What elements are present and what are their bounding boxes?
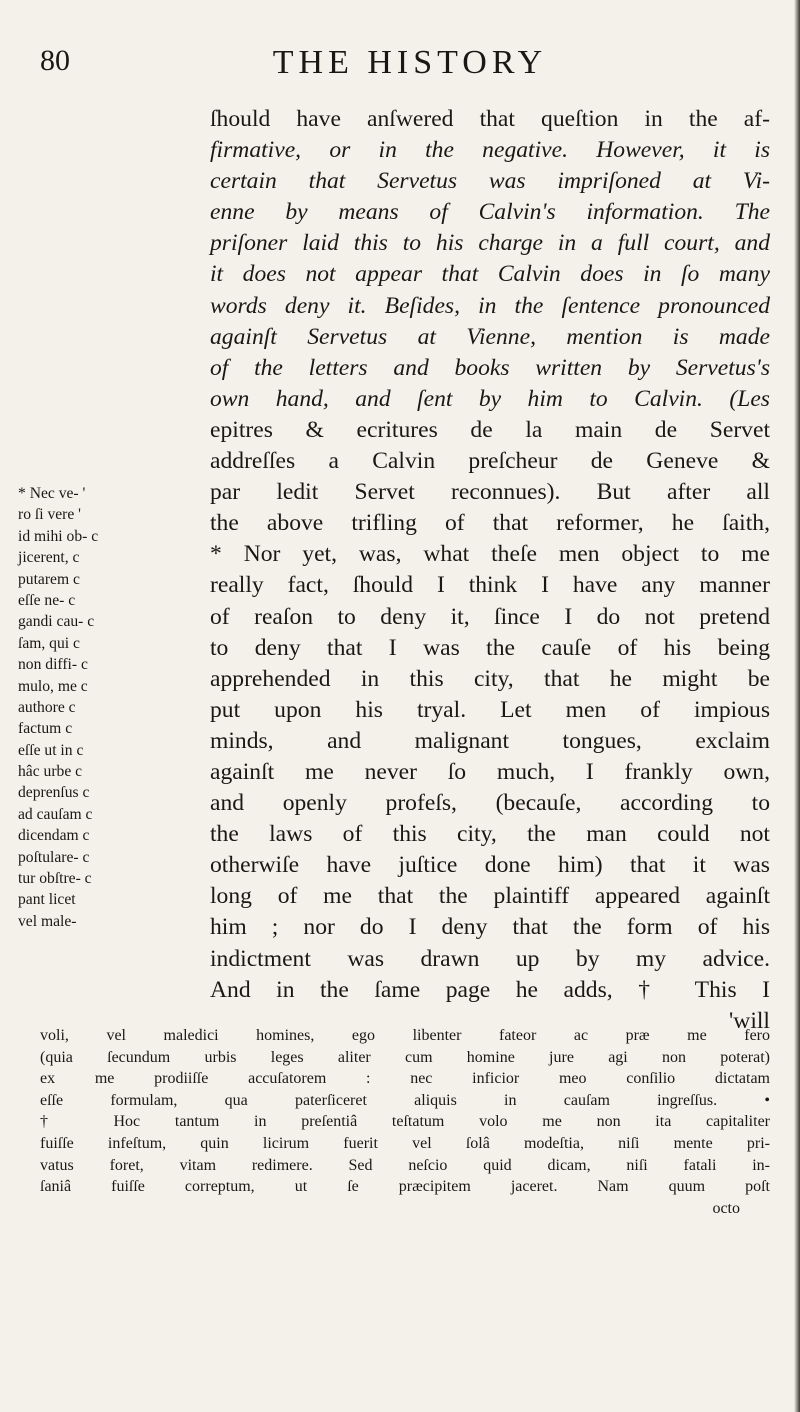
text-line: enne by means of Calvin's information. The: [210, 199, 770, 226]
text-line: * Nor yet, was, what theſe men object to me: [210, 541, 770, 568]
text-line: minds, and malignant tongues, exclaim: [210, 727, 770, 754]
margin-line: tur obſtre- c: [18, 870, 92, 888]
main-text-column: [210, 104, 770, 1037]
text-line: certain that Servetus was impriſoned at Vi-: [210, 168, 770, 195]
text-line: otherwiſe have juſtice done him) that it was: [210, 852, 770, 879]
margin-line: poſtulare- c: [18, 848, 90, 866]
margin-line: gandi cau- c: [18, 613, 95, 631]
footnote-block: [40, 1025, 770, 1219]
text-line: addreſſes a Calvin preſcheur de Geneve &: [210, 448, 770, 475]
text-line: par ledit Servet reconnues). But after all: [210, 479, 770, 506]
margin-line: ſam, qui c: [18, 634, 80, 652]
page-header: [40, 44, 780, 96]
margin-line: hâc urbe c: [18, 763, 83, 781]
catchword: 'will: [729, 1007, 770, 1034]
margin-line: eſſe ne- c: [18, 591, 76, 609]
marginal-note: [18, 483, 190, 932]
margin-line: ro ſi vere ': [18, 506, 81, 524]
margin-line: jicerent, c: [18, 549, 80, 567]
page-edge-shadow: [794, 0, 800, 1412]
footnote-catchword: octo: [712, 1199, 740, 1217]
text-line: long of me that the plaintiff appeared againſt: [210, 883, 770, 910]
margin-line: id mihi ob- c: [18, 527, 99, 545]
text-line: firmative, or in the negative. However, it is: [210, 137, 770, 164]
margin-line: ad cauſam c: [18, 805, 93, 823]
text-line: of reaſon to deny it, ſince I do not pretend: [210, 603, 770, 630]
footnote-line: (quia ſecundum urbis leges aliter cum homine jure agi non poterat): [40, 1048, 770, 1066]
text-line: and openly profeſs, (becauſe, according to: [210, 790, 770, 817]
footnote-line: fuiſſe infeſtum, quin licirum fuerit vel ſolâ modeſtia, niſi mente pri-: [40, 1134, 770, 1152]
running-title: THE HISTORY: [272, 44, 548, 81]
footnote-line: † Hoc tantum in preſentiâ teſtatum volo me non ita capitaliter: [40, 1113, 770, 1131]
text-line: epitres & ecritures de la main de Servet: [210, 416, 770, 443]
margin-line: * Nec ve- ': [18, 485, 86, 502]
footnote-line: ex me prodiiſſe accuſatorem : nec inficior meo conſilio dictatam: [40, 1070, 770, 1088]
text-line: really fact, ſhould I think I have any manner: [210, 572, 770, 599]
text-line: indictment was drawn up by my advice.: [210, 945, 770, 972]
footnote-line: eſſe formulam, qua paterſiceret aliquis in cauſam ingreſſus. •: [40, 1091, 770, 1109]
text-line: words deny it. Beſides, in the ſentence pronounced: [210, 292, 770, 319]
text-line: him ; nor do I deny that the form of his: [210, 914, 770, 941]
page-number: 80: [40, 44, 70, 77]
margin-line: putarem c: [18, 570, 80, 588]
text-line: priſoner laid this to his charge in a full court, and: [210, 230, 770, 257]
text-line: againſt me never ſo much, I frankly own,: [210, 758, 770, 785]
margin-line: dicendam c: [18, 827, 90, 845]
margin-line: eſſe ut in c: [18, 741, 84, 759]
text-line: to deny that I was the cauſe of his being: [210, 634, 770, 661]
margin-line: non diffi- c: [18, 656, 88, 674]
margin-line: mulo, me c: [18, 677, 88, 695]
text-line: the laws of this city, the man could not: [210, 821, 770, 848]
margin-line: factum c: [18, 720, 73, 738]
text-line: the above trifling of that reformer, he ſaith,: [210, 510, 770, 537]
text-line: And in the ſame page he adds, † This I: [210, 976, 770, 1003]
text-line: againſt Servetus at Vienne, mention is made: [210, 323, 770, 350]
footnote-line: ſaniâ fuiſſe correptum, ut ſe præcipitem jaceret. Nam quum poſt: [40, 1178, 770, 1196]
text-line: apprehended in this city, that he might be: [210, 665, 770, 692]
margin-line: vel male-: [18, 912, 77, 930]
margin-line: authore c: [18, 698, 76, 716]
footnote-line: vatus foret, vitam redimere. Sed neſcio quid dicam, niſi fatali in-: [40, 1156, 770, 1174]
margin-line: deprenſus c: [18, 784, 90, 802]
text-line: ſhould have anſwered that queſtion in the af-: [210, 106, 770, 132]
text-line: it does not appear that Calvin does in ſo many: [210, 261, 770, 288]
text-line: put upon his tryal. Let men of impious: [210, 696, 770, 723]
text-line: of the letters and books written by Servetus's: [210, 354, 770, 381]
text-line: own hand, and ſent by him to Calvin. (Les: [210, 385, 770, 412]
margin-line: pant licet: [18, 891, 76, 909]
footnote-line: voli, vel maledici homines, ego libenter fateor ac præ me fero: [40, 1027, 770, 1044]
